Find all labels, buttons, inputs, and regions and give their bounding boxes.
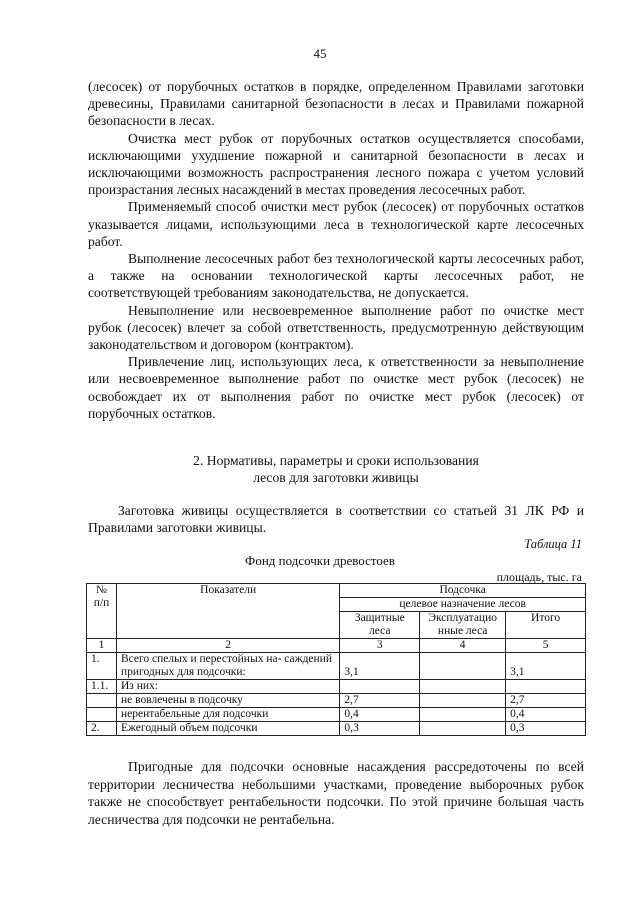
header-indicators: Показатели: [116, 584, 339, 639]
row-num: 2.: [87, 722, 117, 736]
section-title: [88, 452, 584, 486]
row-total: 2,7: [506, 694, 586, 708]
section-title-line: лесов для заготовки живицы: [253, 470, 419, 486]
header-group: Подсочка: [340, 584, 586, 598]
table-column-numbers: [87, 639, 586, 653]
column-number: 5: [506, 639, 586, 653]
row-protective: 0,3: [340, 722, 420, 736]
column-number: 3: [340, 639, 420, 653]
row-name: Из них:: [116, 680, 339, 694]
paragraph: Применяемый способ очистки мест рубок (лесосек) от порубочных остатков указывается лицами, использующими леса в технологической карте лесосечных работ.: [88, 199, 584, 249]
table-label: Таблица 11: [524, 537, 582, 551]
body-text: [88, 78, 584, 422]
paragraph: Невыполнение или несвоевременное выполнение работ по очистке мест рубок (лесосек) влечет за собой ответственность, предусмотренную действующим законодательством и договором (контрактом).: [88, 302, 584, 353]
row-exploit: [420, 722, 506, 736]
data-table: [86, 583, 586, 736]
row-exploit: [420, 680, 506, 694]
table-row: [87, 694, 586, 708]
row-exploit: [420, 653, 506, 680]
page-number: 45: [313, 46, 327, 61]
row-name: Ежегодный объем подсочки: [116, 722, 339, 736]
row-protective: 0,4: [340, 708, 420, 722]
row-num: 1.1.: [87, 680, 117, 694]
table-row: [87, 708, 586, 722]
header-subgroup: целевое назначение лесов: [340, 598, 586, 612]
closing-paragraph: Пригодные для подсочки основные насаждения рассредоточены по всей территории лесничества небольшими участками, проведение выборочных рубок также не способствует рентабельности подсочки. По этой причине большая часть лесничества для подсочки не рентабельна.: [88, 759, 584, 827]
paragraph: (лесосек) от порубочных остатков в порядке, определенном Правилами заготовки древесины, Правилами санитарной безопасности в лесах и Правилами пожарной безопасности в лесах.: [88, 79, 584, 129]
table-title: Фонд подсочки древостоев: [245, 553, 395, 568]
header-protective: Защитные леса: [340, 612, 420, 639]
paragraph: Выполнение лесосечных работ без технологической карты лесосечных работ, а также на основании технологической карты лесосечных работ, не соответствующей требованиям законодательства, не допускается.: [88, 251, 584, 301]
header-total: Итого: [506, 612, 586, 639]
table-row: [87, 722, 586, 736]
row-name: Всего спелых и перестойных на- саждений пригодных для подсочки:: [116, 653, 339, 680]
paragraph: Очистка мест рубок от порубочных остатков осуществляется способами, исключающими ухудшение пожарной и санитарной безопасности в лесах и исключающими возможность распространения лесного пожара с учетом условий произрастания лесных насаждений в местах проведения лесосечных работ.: [88, 130, 584, 198]
row-num: [87, 708, 117, 722]
row-total: 3,1: [506, 653, 586, 680]
section-paragraph: Заготовка живицы осуществляется в соответствии со статьей 31 ЛК РФ и Правилами заготовки живицы.: [88, 503, 584, 536]
table-header-row: [87, 584, 586, 598]
column-number: 1: [87, 639, 117, 653]
section-title-line: 2. Нормативы, параметры и сроки использования: [193, 453, 479, 468]
column-number: 2: [116, 639, 339, 653]
table-row: [87, 653, 586, 680]
row-total: 0,4: [506, 708, 586, 722]
column-number: 4: [420, 639, 506, 653]
row-num: 1.: [87, 653, 117, 680]
row-total: [506, 680, 586, 694]
row-protective: 2,7: [340, 694, 420, 708]
row-name: нерентабельные для подсочки: [116, 708, 339, 722]
row-protective: [340, 680, 420, 694]
table-row: [87, 680, 586, 694]
row-num: [87, 694, 117, 708]
paragraph: Привлечение лиц, использующих леса, к ответственности за невыполнение или несвоевременное выполнение работ по очистке мест рубок (лесосек) не освобождает их от выполнения работ по очистке мест рубок (лесосек) от порубочных остатков.: [88, 354, 584, 421]
table-units: площадь, тыс. га: [496, 570, 582, 584]
row-total: 0,3: [506, 722, 586, 736]
row-name: не вовлечены в подсочку: [116, 694, 339, 708]
header-exploit: Эксплуатацио нные леса: [420, 612, 506, 639]
header-num: № п/п: [87, 584, 117, 639]
row-protective: 3,1: [340, 653, 420, 680]
row-exploit: [420, 708, 506, 722]
row-exploit: [420, 694, 506, 708]
